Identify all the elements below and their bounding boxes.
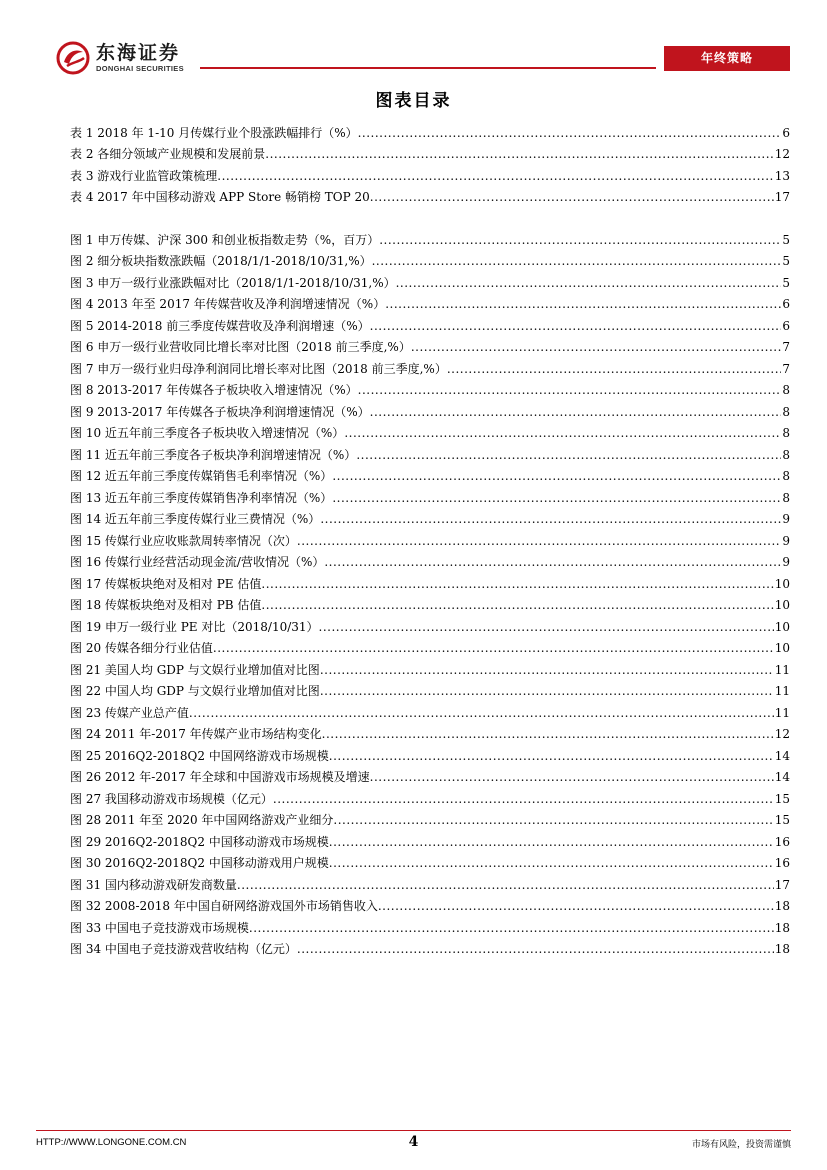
toc-page: 8 — [782, 426, 790, 440]
toc-label: 图 30 2016Q2-2018Q2 中国移动游戏用户规模 — [70, 856, 329, 870]
toc-leader — [329, 835, 774, 850]
toc-entry-figure-21[interactable] — [70, 656, 790, 678]
toc-label: 图 17 传媒板块绝对及相对 PE 估值 — [70, 576, 262, 591]
toc-page: 8 — [782, 404, 790, 419]
page-title: 图表目录 — [375, 91, 452, 111]
toc-label: 图 25 2016Q2-2018Q2 中国网络游戏市场规模 — [70, 748, 329, 763]
toc-page: 5 — [782, 275, 790, 290]
toc-entry-table-4[interactable] — [70, 184, 790, 206]
toc-leader — [329, 856, 774, 871]
toc-entry-figure-3[interactable] — [70, 269, 790, 291]
toc-page: 17 — [774, 877, 790, 892]
toc-entry-figure-32[interactable] — [70, 893, 790, 915]
toc-page: 16 — [774, 834, 790, 849]
toc-leader — [344, 426, 781, 441]
toc-entry-table-2[interactable] — [70, 141, 790, 163]
toc-label: 图 20 传媒各细分行业估值 — [70, 641, 213, 655]
toc-entry-figure-8[interactable] — [70, 377, 790, 399]
toc-label: 图 18 传媒板块绝对及相对 PB 估值 — [70, 598, 262, 612]
toc-label: 图 5 2014-2018 前三季度传媒营收及净利润增速（%） — [70, 318, 370, 333]
toc-page: 7 — [782, 340, 790, 354]
toc-label: 图 24 2011 年-2017 年传媒产业市场结构变化 — [70, 727, 322, 741]
toc-label: 图 34 中国电子竞技游戏营收结构（亿元） — [70, 942, 297, 956]
toc-page: 16 — [774, 856, 790, 870]
toc-page: 6 — [782, 318, 790, 333]
toc-label: 图 21 美国人均 GDP 与文娱行业增加值对比图 — [70, 662, 320, 677]
toc-page: 12 — [774, 147, 790, 161]
toc-entry-figure-28[interactable] — [70, 807, 790, 829]
toc-leader — [320, 684, 774, 699]
toc-label: 图 11 近五年前三季度各子板块净利润增速情况（%） — [70, 447, 357, 462]
toc-entry-figure-23[interactable] — [70, 699, 790, 721]
toc-page: 9 — [782, 533, 790, 548]
toc-page: 6 — [782, 125, 790, 140]
toc-label: 图 9 2013-2017 年传媒各子板块净利润增速情况（%） — [70, 404, 370, 419]
toc-label: 图 16 传媒行业经营活动现金流/营收情况（%） — [70, 555, 325, 569]
toc-leader — [213, 641, 774, 656]
toc-entry-figure-31[interactable] — [70, 871, 790, 893]
toc-label: 图 10 近五年前三季度各子板块收入增速情况（%） — [70, 426, 345, 440]
toc-page: 9 — [782, 555, 790, 569]
toc-entry-figure-7[interactable] — [70, 355, 790, 377]
toc-leader — [378, 899, 774, 914]
toc-entry-figure-26[interactable] — [70, 764, 790, 786]
toc-entry-figure-12[interactable] — [70, 463, 790, 485]
toc-label: 图 31 国内移动游戏研发商数量 — [70, 877, 237, 892]
toc-page: 10 — [774, 641, 790, 655]
toc-leader — [329, 749, 774, 764]
toc-label: 图 23 传媒产业总产值 — [70, 705, 189, 720]
toc-page: 11 — [774, 662, 790, 677]
toc-leader — [333, 813, 773, 828]
toc-leader — [319, 620, 774, 635]
toc-leader — [320, 663, 774, 678]
toc-page: 6 — [782, 297, 790, 311]
toc-label: 表 4 2017 年中国移动游戏 APP Store 畅销榜 TOP 20 — [70, 190, 370, 204]
toc-label: 图 28 2011 年至 2020 年中国网络游戏产业细分 — [70, 813, 334, 827]
toc-label: 图 1 申万传媒、沪深 300 和创业板指数走势（%，百万） — [70, 232, 380, 247]
toc-entry-figure-15[interactable] — [70, 527, 790, 549]
toc-leader — [370, 405, 782, 420]
toc-entry-figure-33[interactable] — [70, 914, 790, 936]
page-header — [0, 0, 827, 90]
toc-page: 14 — [774, 770, 790, 784]
toc-label: 图 7 申万一级行业归母净利润同比增长率对比图（2018 前三季度,%） — [70, 361, 447, 376]
toc-leader — [396, 276, 782, 291]
toc-leader — [261, 598, 773, 613]
toc-entry-figure-5[interactable] — [70, 312, 790, 334]
toc-entry-figure-25[interactable] — [70, 742, 790, 764]
toc-leader — [332, 469, 781, 484]
toc-page: 7 — [782, 361, 790, 376]
toc-label: 图 33 中国电子竞技游戏市场规模 — [70, 920, 249, 935]
toc-label: 图 27 我国移动游戏市场规模（亿元） — [70, 791, 273, 806]
toc-page: 5 — [782, 232, 790, 247]
toc-page: 18 — [774, 942, 790, 956]
donghai-logo-icon — [55, 40, 91, 76]
toc-leader — [447, 362, 782, 377]
toc-leader — [265, 147, 773, 162]
toc-leader — [332, 491, 781, 506]
toc-page: 12 — [774, 727, 790, 741]
toc-entry-figure-18[interactable] — [70, 592, 790, 614]
toc-label: 表 2 各细分领域产业规模和发展前景 — [70, 147, 266, 161]
toc-label: 表 3 游戏行业监管政策梳理 — [70, 168, 218, 183]
toc-entry-table-1[interactable] — [70, 119, 790, 141]
toc-label: 图 6 申万一级行业营收同比增长率对比图（2018 前三季度,%） — [70, 340, 411, 354]
toc-label: 图 15 传媒行业应收账款周转率情况（次） — [70, 533, 297, 548]
toc-page: 17 — [774, 190, 790, 204]
toc-leader — [297, 534, 781, 549]
toc-leader — [324, 555, 781, 570]
toc-leader — [411, 340, 782, 355]
toc-label: 图 32 2008-2018 年中国自研网络游戏国外市场销售收入 — [70, 899, 378, 913]
toc-page: 8 — [782, 469, 790, 483]
toc-page: 5 — [782, 254, 790, 268]
table-list — [70, 119, 790, 205]
toc-entry-figure-20[interactable] — [70, 635, 790, 657]
risk-notice: 市场有风险，投资需谨慎 — [691, 1140, 791, 1150]
toc-label: 图 2 细分板块指数涨跌幅（2018/1/1-2018/10/31,%） — [70, 254, 372, 268]
toc-page: 8 — [782, 447, 790, 462]
toc-entry-figure-2[interactable] — [70, 248, 790, 270]
toc-leader — [217, 169, 773, 184]
toc-entry-figure-6[interactable] — [70, 334, 790, 356]
toc-page: 8 — [782, 490, 790, 505]
toc-leader — [237, 878, 774, 893]
toc-entry-figure-27[interactable] — [70, 785, 790, 807]
toc-leader — [358, 126, 782, 141]
brand-name-cn: 东海证券 — [96, 42, 181, 64]
toc-page: 15 — [774, 813, 790, 827]
toc-entry-figure-19[interactable] — [70, 613, 790, 635]
toc-leader — [370, 770, 774, 785]
toc-leader — [261, 577, 773, 592]
toc-label: 图 14 近五年前三季度传媒行业三费情况（%） — [70, 512, 321, 526]
toc-page: 15 — [774, 791, 790, 806]
toc-leader — [320, 512, 781, 527]
toc-entry-figure-11[interactable] — [70, 441, 790, 463]
toc-page: 14 — [774, 748, 790, 763]
toc-entry-figure-13[interactable] — [70, 484, 790, 506]
toc-entry-figure-16[interactable] — [70, 549, 790, 571]
toc-entry-figure-34[interactable] — [70, 936, 790, 958]
toc-entry-figure-24[interactable] — [70, 721, 790, 743]
toc-entry-figure-22[interactable] — [70, 678, 790, 700]
toc-label: 图 3 申万一级行业涨跌幅对比（2018/1/1-2018/10/31,%） — [70, 275, 396, 290]
report-type-badge: 年终策略 — [664, 46, 790, 71]
toc-label: 图 8 2013-2017 年传媒各子板块收入增速情况（%） — [70, 383, 358, 397]
toc-page: 9 — [782, 512, 790, 526]
toc-leader — [249, 921, 774, 936]
toc-leader — [358, 383, 782, 398]
footer-rule — [36, 1130, 791, 1131]
toc-leader — [297, 942, 774, 957]
toc-page: 10 — [774, 598, 790, 612]
toc-leader — [322, 727, 774, 742]
toc-page: 18 — [774, 899, 790, 913]
toc-leader — [385, 297, 781, 312]
header-rule — [200, 67, 656, 69]
toc-page: 11 — [774, 705, 790, 720]
toc-label: 图 12 近五年前三季度传媒销售毛利率情况（%） — [70, 469, 333, 483]
toc-page: 10 — [774, 619, 790, 634]
toc-entry-figure-17[interactable] — [70, 570, 790, 592]
page-number: 4 — [408, 1134, 419, 1150]
toc-leader — [379, 233, 781, 248]
toc-entry-figure-1[interactable] — [70, 226, 790, 248]
toc-leader — [189, 706, 774, 721]
toc-leader — [273, 792, 774, 807]
toc-label: 图 19 申万一级行业 PE 对比（2018/10/31） — [70, 619, 319, 634]
toc-leader — [370, 190, 774, 205]
toc-label: 图 26 2012 年-2017 年全球和中国游戏市场规模及增速 — [70, 770, 370, 784]
toc-label: 图 13 近五年前三季度传媒销售净利率情况（%） — [70, 490, 333, 505]
footer-url-link[interactable]: HTTP://WWW.LONGONE.COM.CN — [36, 1137, 187, 1148]
toc-page: 18 — [774, 920, 790, 935]
toc-entry-table-3[interactable] — [70, 162, 790, 184]
toc-label: 图 4 2013 年至 2017 年传媒营收及净利润增速情况（%） — [70, 297, 386, 311]
toc-page: 13 — [774, 168, 790, 183]
toc-entry-figure-14[interactable] — [70, 506, 790, 528]
brand-name-en: DONGHAI SECURITIES — [96, 64, 184, 73]
figure-list — [70, 226, 790, 957]
toc-label: 表 1 2018 年 1-10 月传媒行业个股涨跌幅排行（%） — [70, 125, 358, 140]
toc-page: 10 — [774, 576, 790, 591]
toc-label: 图 29 2016Q2-2018Q2 中国移动游戏市场规模 — [70, 834, 329, 849]
toc-entry-figure-4[interactable] — [70, 291, 790, 313]
toc-entry-figure-9[interactable] — [70, 398, 790, 420]
toc-leader — [372, 254, 782, 269]
toc-page: 11 — [774, 684, 790, 698]
toc-label: 图 22 中国人均 GDP 与文娱行业增加值对比图 — [70, 684, 320, 698]
toc-entry-figure-10[interactable] — [70, 420, 790, 442]
toc-entry-figure-29[interactable] — [70, 828, 790, 850]
toc-entry-figure-30[interactable] — [70, 850, 790, 872]
toc-leader — [356, 448, 781, 463]
toc-page: 8 — [782, 383, 790, 397]
toc-leader — [370, 319, 782, 334]
